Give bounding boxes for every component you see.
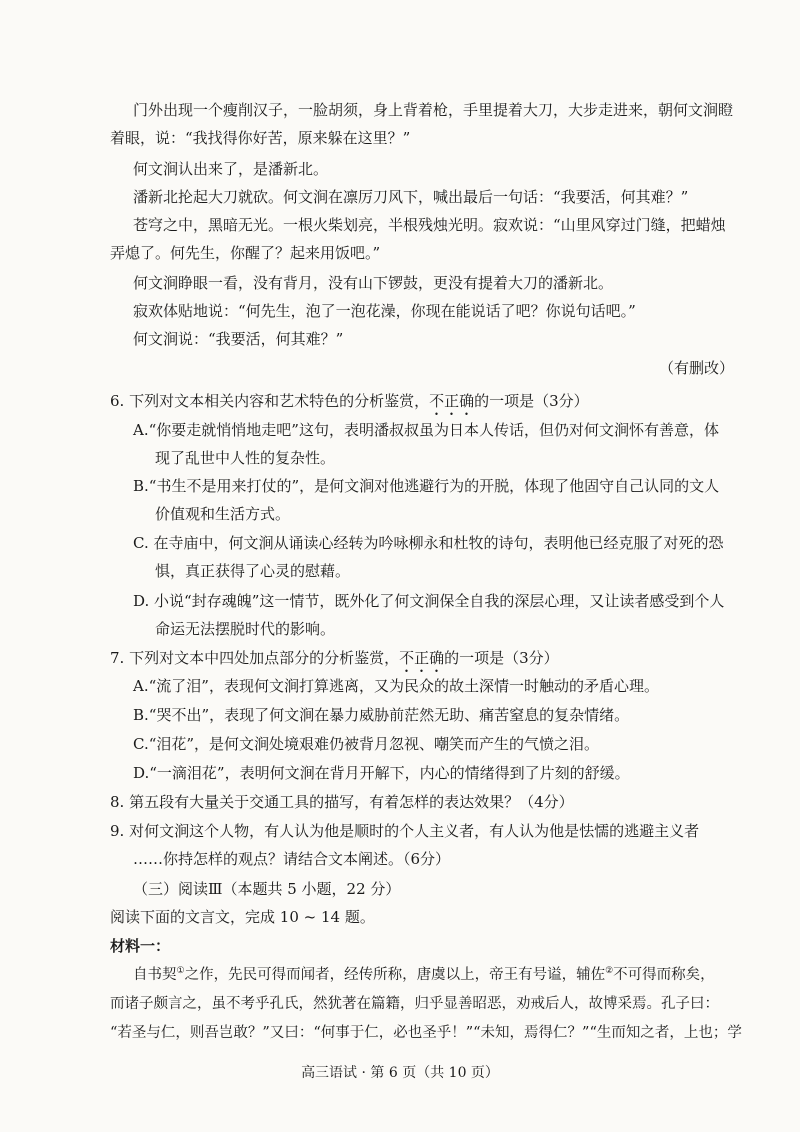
question-9-line2: ……你持怎样的观点？请结合文本阐述。（6分）: [133, 850, 451, 868]
story-p7: 何文涧说：“我要活，何其难？”: [133, 330, 344, 348]
q6-stem-pre: 6. 下列对文本相关内容和艺术特色的分析鉴赏，: [110, 392, 430, 410]
q6-option-b-line1: B.“书生不是用来打仗的”，是何文涧对他逃避行为的开脱，体现了他固守自己认同的文人: [133, 477, 720, 495]
q7-option-c: C.“泪花”，是何文涧处境艰难仍被背月忽视、嘲笑而产生的气愤之泪。: [133, 735, 600, 753]
material-1-title: 材料一：: [110, 937, 171, 955]
edit-note: （有删改）: [658, 359, 734, 377]
story-p4-line2: 弄熄了。何先生，你醒了？起来用饭吧。”: [110, 244, 381, 262]
classical-l1-b: 之作，先民可得而闻者，经传所称，唐虞以上，帝王有号谥，辅佐: [184, 967, 606, 983]
footnote-2-marker: ②: [605, 966, 614, 977]
question-7-stem: [110, 646, 559, 676]
classical-l1-a: 自书契: [133, 967, 177, 983]
q7-option-d: D.“一滴泪花”，表明何文涧在背月开解下，内心的情绪得到了片刻的舒缓。: [133, 764, 630, 782]
q7-option-b: B.“哭不出”，表现了何文涧在暴力威胁前茫然无助、痛苦窒息的复杂情绪。: [133, 706, 630, 724]
page-footer: 高三语试 · 第 6 页（共 10 页）: [301, 1065, 499, 1081]
q6-option-d-line2: 命运无法摆脱时代的影响。: [155, 620, 336, 638]
classical-l1-c: 不可得而称矣，: [613, 967, 715, 983]
story-p1-line1: 门外出现一个瘦削汉子，一脸胡须，身上背着枪，手里提着大刀，大步走进来，朝何文涧瞪: [133, 101, 734, 119]
q6-option-a-line2: 现了乱世中人性的复杂性。: [155, 449, 336, 467]
q7-option-a: A.“流了泪”，表现何文涧打算逃离，又为民众的故土深情一时触动的矛盾心理。: [133, 677, 659, 695]
story-p6: 寂欢体贴地说：“何先生，泡了一泡花澡，你现在能说话了吧？你说句话吧。”: [133, 302, 636, 320]
question-9-line1: 9. 对何文涧这个人物，有人认为他是顺时的个人主义者，有人认为他是怯懦的逃避主义者: [110, 822, 700, 840]
q6-option-a-line1: A.“你要走就悄悄地走吧”这句，表明潘叔叔虽为日本人传话，但仍对何文涧怀有善意，体: [133, 421, 719, 439]
story-p1-line2: 着眼，说：“我找得你好苦，原来躲在这里？”: [110, 129, 411, 147]
classical-line2: 而诸子颇言之，虽不考乎孔氏，然犹著在篇籍，归乎显善昭恶，劝戒后人，故博采焉。孔子曰：: [110, 996, 719, 1012]
q6-option-c-line2: 惧，真正获得了心灵的慰藉。: [155, 562, 351, 580]
q6-stem-emphasis: 不正确: [429, 392, 475, 410]
classical-line3: “若圣与仁，则吾岂敢？”又曰：“何事于仁，必也圣乎！”“未知，焉得仁？”“生而知之者，上也；学: [110, 1025, 742, 1041]
reading-instruction: 阅读下面的文言文，完成 10 ~ 14 题。: [110, 908, 375, 926]
story-p2: 何文涧认出来了，是潘新北。: [133, 160, 329, 178]
classical-line1: [133, 963, 715, 987]
story-p3: 潘新北抡起大刀就砍。何文涧在凛厉刀风下，喊出最后一句话：“我要活，何其难？”: [133, 188, 689, 206]
q6-option-b-line2: 价值观和生活方式。: [155, 505, 291, 523]
q7-stem-post: 的一项是（3分）: [444, 649, 559, 667]
q6-option-c-line1: C. 在寺庙中，何文涧从诵读心经转为吟咏柳永和杜牧的诗句，表明他已经克服了对死的恐: [133, 534, 724, 552]
story-p4-line1: 苍穹之中，黑暗无光。一根火柴划亮，半根残烛光明。寂欢说：“山里风穿过门缝，把蜡烛: [133, 216, 726, 234]
q7-stem-emphasis: 不正确: [399, 649, 445, 667]
q6-option-d-line1: D. 小说“封存魂魄”这一情节，既外化了何文涧保全自我的深层心理，又让读者感受到个人: [133, 592, 725, 610]
story-p5: 何文涧睁眼一看，没有背月，没有山下锣鼓，更没有提着大刀的潘新北。: [133, 274, 614, 292]
q7-stem-pre: 7. 下列对文本中四处加点部分的分析鉴赏，: [110, 649, 400, 667]
footnote-1-marker: ①: [176, 966, 185, 977]
question-8: 8. 第五段有大量关于交通工具的描写，有着怎样的表达效果？（4分）: [110, 793, 574, 811]
section-3-heading: （三）阅读Ⅲ（本题共 5 小题，22 分）: [133, 880, 401, 898]
q6-stem-post: 的一项是（3分）: [474, 392, 589, 410]
question-6-stem: [110, 389, 589, 419]
